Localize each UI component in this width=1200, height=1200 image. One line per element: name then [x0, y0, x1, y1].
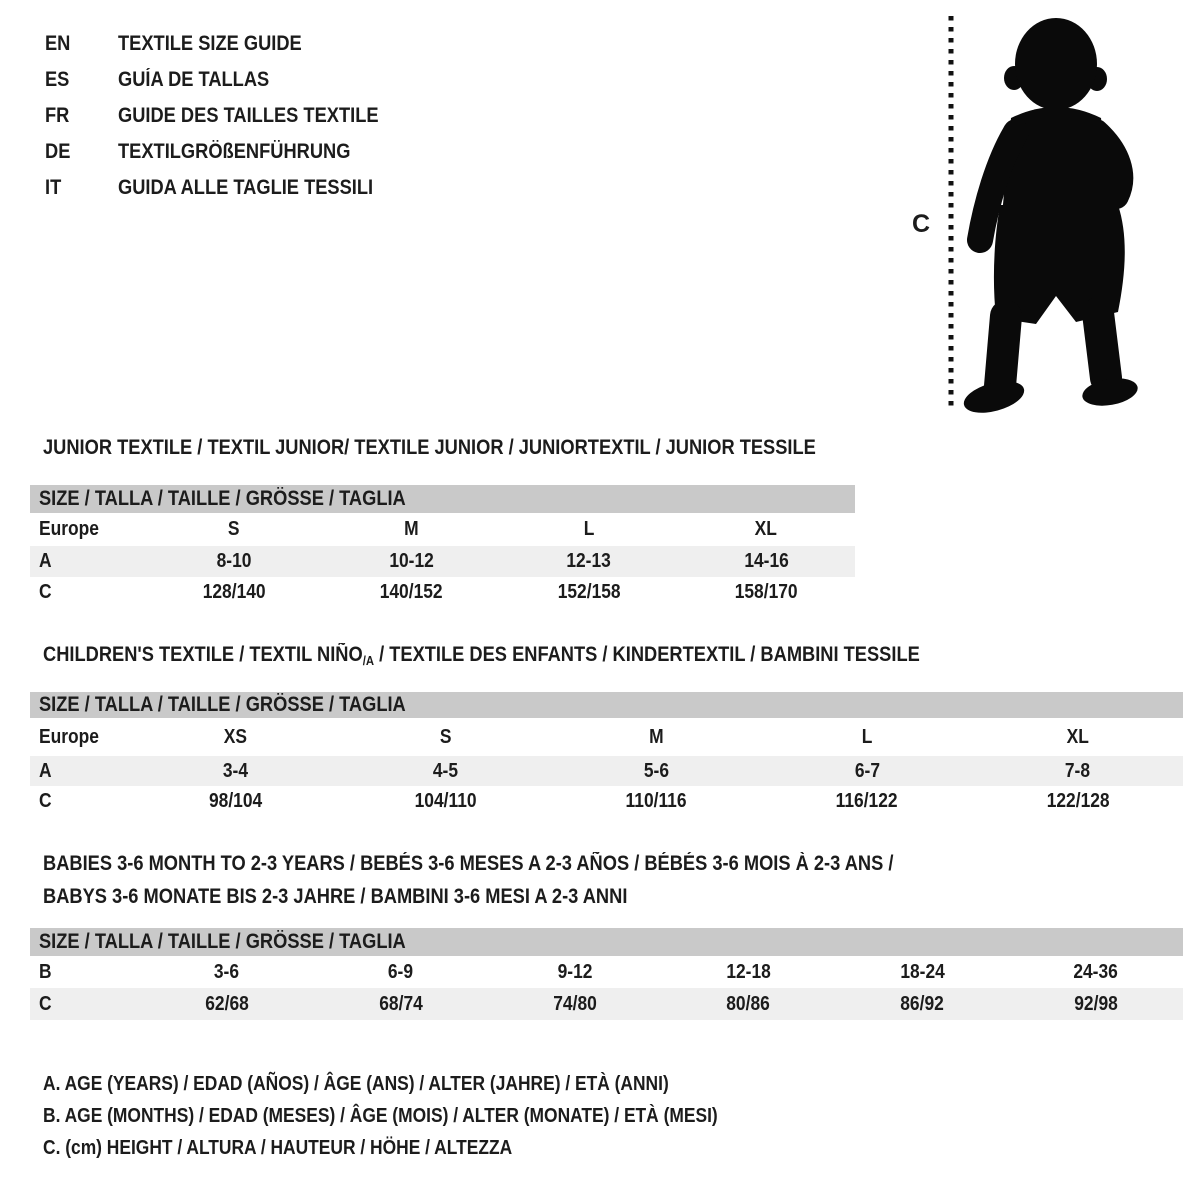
- table-cell: 128/140: [202, 581, 266, 603]
- table-cell: 14-16: [743, 550, 789, 572]
- language-row: [45, 98, 417, 134]
- babies-section-title: [43, 847, 1021, 913]
- table-cell: 62/68: [205, 992, 249, 1015]
- table-cell: Europe: [39, 518, 99, 540]
- height-measure-label: C: [912, 210, 931, 238]
- size-header-label: SIZE / TALLA / TAILLE / GRÖSSE / TAGLIA: [39, 487, 406, 510]
- table-cell: 6-7: [854, 759, 880, 782]
- size-header-band: [30, 692, 1183, 718]
- legend-line-c: C. (cm) HEIGHT / ALTURA / HAUTEUR / HÖHE / ALTEZZA: [43, 1137, 513, 1159]
- table-header-row: [30, 513, 855, 546]
- size-header-band: [30, 928, 1183, 956]
- table-cell: 8-10: [216, 550, 252, 572]
- language-code: DE: [45, 140, 71, 163]
- table-cell: A: [39, 550, 52, 572]
- language-row: [45, 134, 417, 170]
- table-cell: M: [649, 725, 664, 748]
- table-cell: 122/128: [1046, 789, 1110, 812]
- table-cell: 74/80: [552, 992, 597, 1015]
- table-cell: 24-36: [1073, 960, 1119, 983]
- table-cell: A: [39, 759, 52, 782]
- table-cell: 140/152: [379, 581, 443, 603]
- nino-a-subscript: /A: [362, 653, 375, 668]
- table-cell: M: [403, 518, 419, 540]
- table-cell: 152/158: [557, 581, 621, 603]
- table-cell: B: [39, 960, 52, 983]
- table-cell: 92/98: [1074, 992, 1118, 1015]
- table-cell: 4-5: [433, 759, 459, 782]
- language-row: [45, 26, 417, 62]
- legend-line-b: B. AGE (MONTHS) / EDAD (MESES) / ÂGE (MOIS) / ALTER (MONATE) / ETÀ (MESI): [43, 1105, 718, 1127]
- table-cell: XL: [755, 518, 778, 540]
- size-header-label: SIZE / TALLA / TAILLE / GRÖSSE / TAGLIA: [39, 930, 406, 953]
- table-cell: 3-6: [214, 960, 240, 983]
- table-row-age: [30, 546, 855, 577]
- language-row: [45, 62, 417, 98]
- language-title: TEXTILE SIZE GUIDE: [118, 32, 302, 55]
- junior-size-table: [30, 485, 855, 608]
- language-title: GUIDE DES TAILLES TEXTILE: [118, 104, 379, 127]
- table-cell: 5-6: [643, 759, 670, 782]
- table-cell: 98/104: [208, 789, 262, 812]
- table-cell: 80/86: [726, 992, 771, 1015]
- table-cell: 12-13: [566, 550, 612, 572]
- table-cell: 12-18: [726, 960, 771, 983]
- babies-size-table: [30, 928, 1183, 1020]
- table-cell: L: [861, 725, 873, 748]
- language-row: [45, 170, 417, 206]
- table-row-age: [30, 756, 1183, 786]
- babies-title-line2: BABYS 3-6 MONATE BIS 2-3 JAHRE / BAMBINI 3-6 MESI A 2-3 ANNI: [43, 885, 628, 908]
- junior-section-title: JUNIOR TEXTILE / TEXTIL JUNIOR/ TEXTILE JUNIOR / JUNIORTEXTIL / JUNIOR TESSILE: [43, 436, 816, 459]
- table-cell: 68/74: [378, 992, 423, 1015]
- table-cell: 9-12: [557, 960, 592, 983]
- toddler-body: [960, 18, 1139, 419]
- table-row-height: [30, 786, 1183, 816]
- table-cell: L: [583, 518, 595, 540]
- language-code: ES: [45, 68, 70, 91]
- size-header-label: SIZE / TALLA / TAILLE / GRÖSSE / TAGLIA: [39, 693, 406, 716]
- language-code: FR: [45, 104, 70, 127]
- size-header-band: [30, 485, 855, 513]
- table-cell: 86/92: [900, 992, 945, 1015]
- table-cell: XL: [1066, 725, 1089, 748]
- language-title: GUÍA DE TALLAS: [118, 68, 270, 91]
- table-cell: 18-24: [899, 960, 945, 983]
- table-cell: 3-4: [222, 759, 248, 782]
- language-title: TEXTILGRÖßENFÜHRUNG: [118, 140, 351, 163]
- table-cell: 7-8: [1065, 759, 1091, 782]
- table-cell: 10-12: [388, 550, 434, 572]
- language-title-list: [45, 26, 417, 206]
- legend-line-a: A. AGE (YEARS) / EDAD (AÑOS) / ÂGE (ANS) / ALTER (JAHRE) / ETÀ (ANNI): [43, 1073, 669, 1095]
- table-cell: Europe: [39, 725, 99, 748]
- table-cell: 6-9: [388, 960, 414, 983]
- toddler-silhouette-icon: [890, 0, 1200, 430]
- table-cell: 104/110: [414, 789, 477, 812]
- legend: [43, 1068, 819, 1164]
- table-cell: XS: [223, 725, 247, 748]
- table-cell: C: [39, 581, 52, 603]
- table-cell: 116/122: [836, 789, 899, 812]
- table-row-age-months: [30, 956, 1183, 988]
- table-header-row: [30, 718, 1183, 756]
- table-row-height: [30, 577, 855, 608]
- table-cell: 110/116: [625, 789, 687, 812]
- table-cell: S: [440, 725, 452, 748]
- children-size-table: [30, 692, 1183, 816]
- table-cell: S: [227, 518, 240, 540]
- table-cell: C: [39, 992, 52, 1015]
- language-code: EN: [45, 32, 71, 55]
- table-cell: C: [39, 789, 52, 812]
- table-row-height: [30, 988, 1183, 1020]
- table-cell: 158/170: [734, 581, 798, 603]
- babies-title-line1: BABIES 3-6 MONTH TO 2-3 YEARS / BEBÉS 3-6 MESES A 2-3 AÑOS / BÉBÉS 3-6 MOIS À 2-3 ANS /: [43, 852, 894, 875]
- language-code: IT: [45, 176, 62, 199]
- children-section-title: CHILDREN'S TEXTILE / TEXTIL $NIÑO_{/A}$ / TEXTILE DES ENFANTS / KINDERTEXTIL / BAMBINI TESSILE: [43, 643, 920, 668]
- language-title: GUIDA ALLE TAGLIE TESSILI: [118, 176, 374, 199]
